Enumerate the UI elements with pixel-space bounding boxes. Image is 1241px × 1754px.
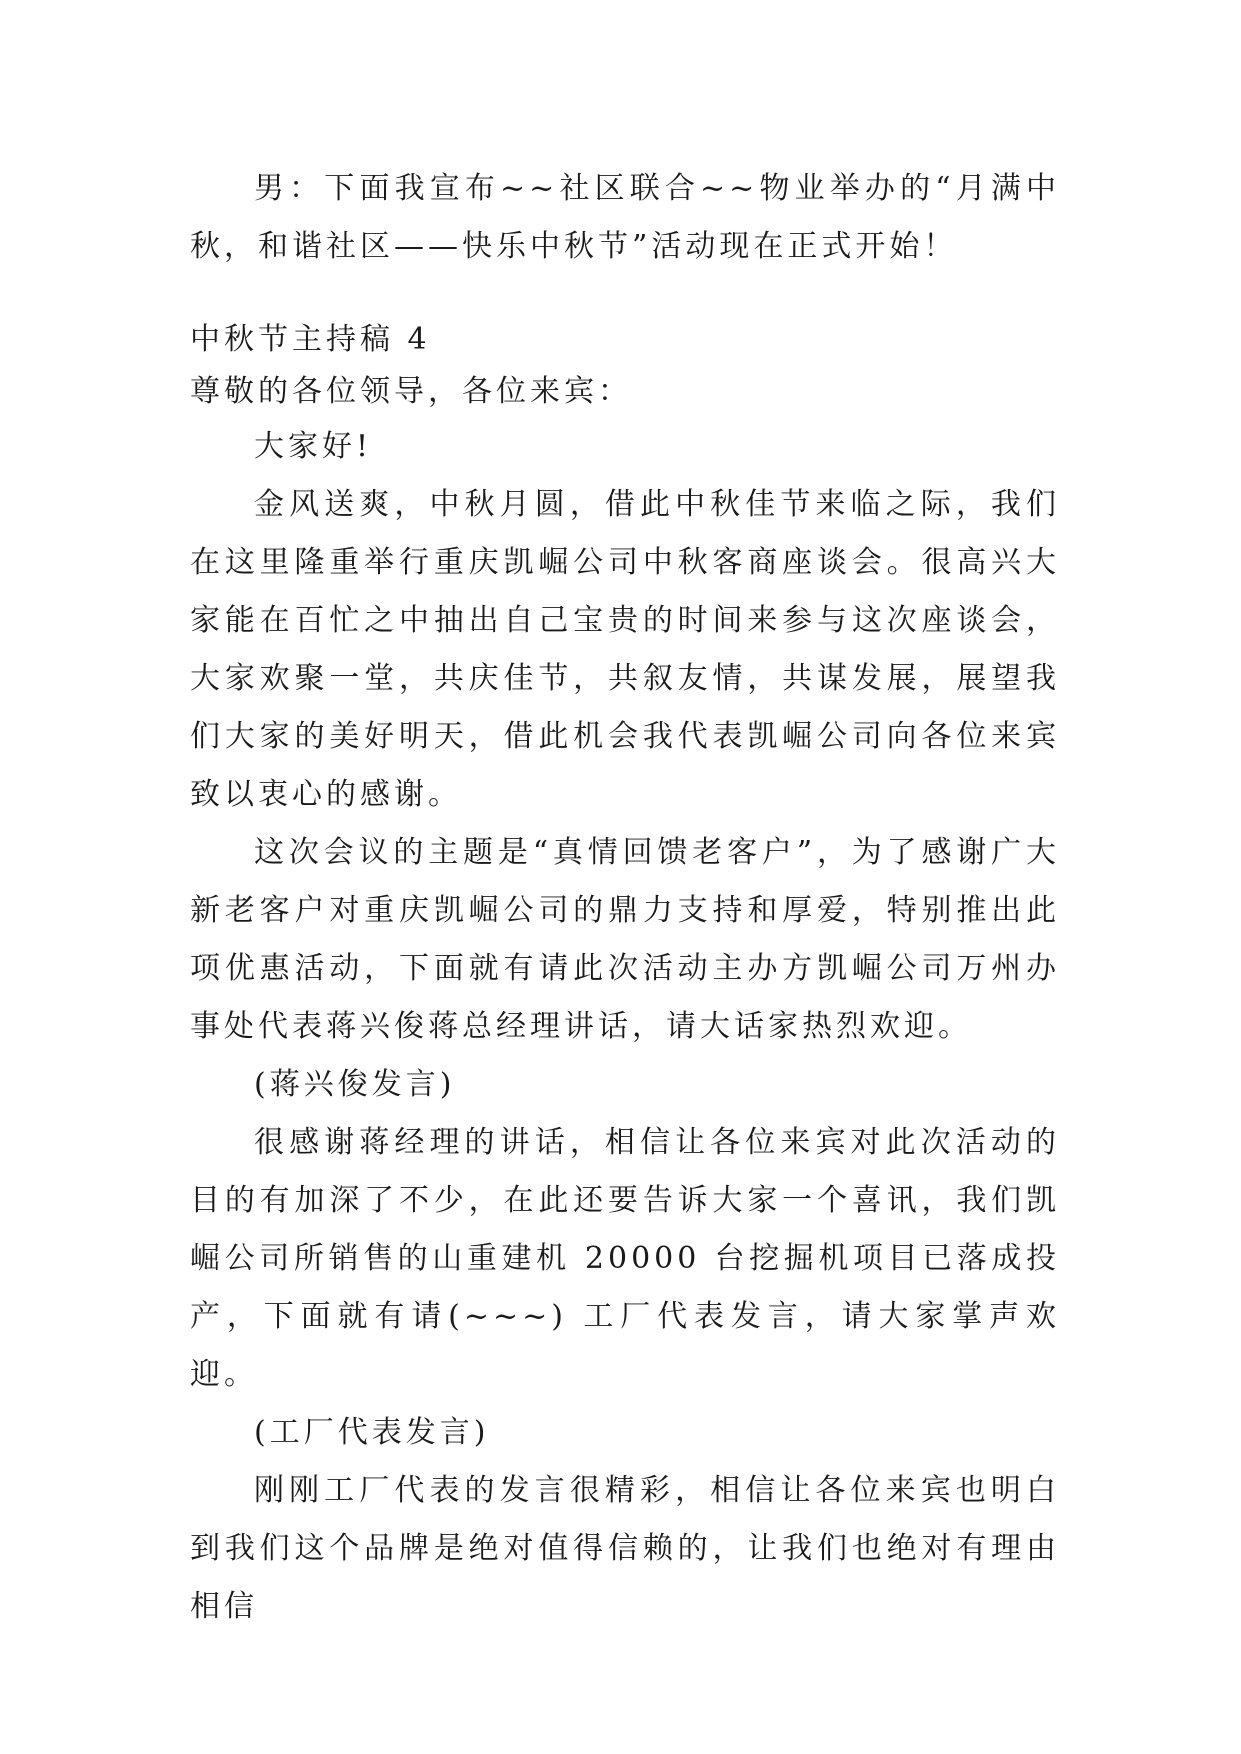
paragraph: 金风送爽，中秋月圆，借此中秋佳节来临之际，我们在这里隆重举行重庆凯崛公司中秋客商座谈会。很高兴大家能在百忙之中抽出自己宝贵的时间来参与这次座谈会，大家欢聚一堂，共庆佳节，共叙友情，共谋发展，展望我们大家的美好明天，借此机会我代表凯崛公司向各位来宾致以衷心的感谢。 bbox=[190, 487, 1060, 812]
speaker-note: (蒋兴俊发言) bbox=[254, 1067, 456, 1102]
greeting: 大家好! bbox=[254, 429, 373, 464]
paragraph: 这次会议的主题是“真情回馈老客户”，为了感谢广大新老客户对重庆凯崛公司的鼎力支持和厚爱，特别推出此项优惠活动，下面就有请此次活动主办方凯崛公司万州办事处代表蒋兴俊蒋总经理讲话，请大话家热烈欢迎。 bbox=[190, 835, 1060, 1044]
salutation: 尊敬的各位领导，各位来宾： bbox=[190, 374, 632, 409]
section-title: 中秋节主持稿 4 bbox=[190, 322, 431, 357]
intro-paragraph: 男：下面我宣布~~社区联合~~物业举办的“月满中秋，和谐社区——快乐中秋节”活动现在正式开始！ bbox=[190, 171, 1060, 264]
paragraph: 刚刚工厂代表的发言很精彩，相信让各位来宾也明白到我们这个品牌是绝对值得信赖的，让我们也绝对有理由相信 bbox=[190, 1473, 1060, 1624]
document-body bbox=[190, 160, 1060, 1636]
speaker-note: (工厂代表发言) bbox=[254, 1415, 490, 1450]
paragraph: 很感谢蒋经理的讲话，相信让各位来宾对此次活动的目的有加深了不少，在此还要告诉大家一个喜讯，我们凯崛公司所销售的山重建机 20000 台挖掘机项目已落成投产，下面就有请(~~~) 工厂代表发言，请大家掌声欢迎。 bbox=[190, 1125, 1060, 1392]
